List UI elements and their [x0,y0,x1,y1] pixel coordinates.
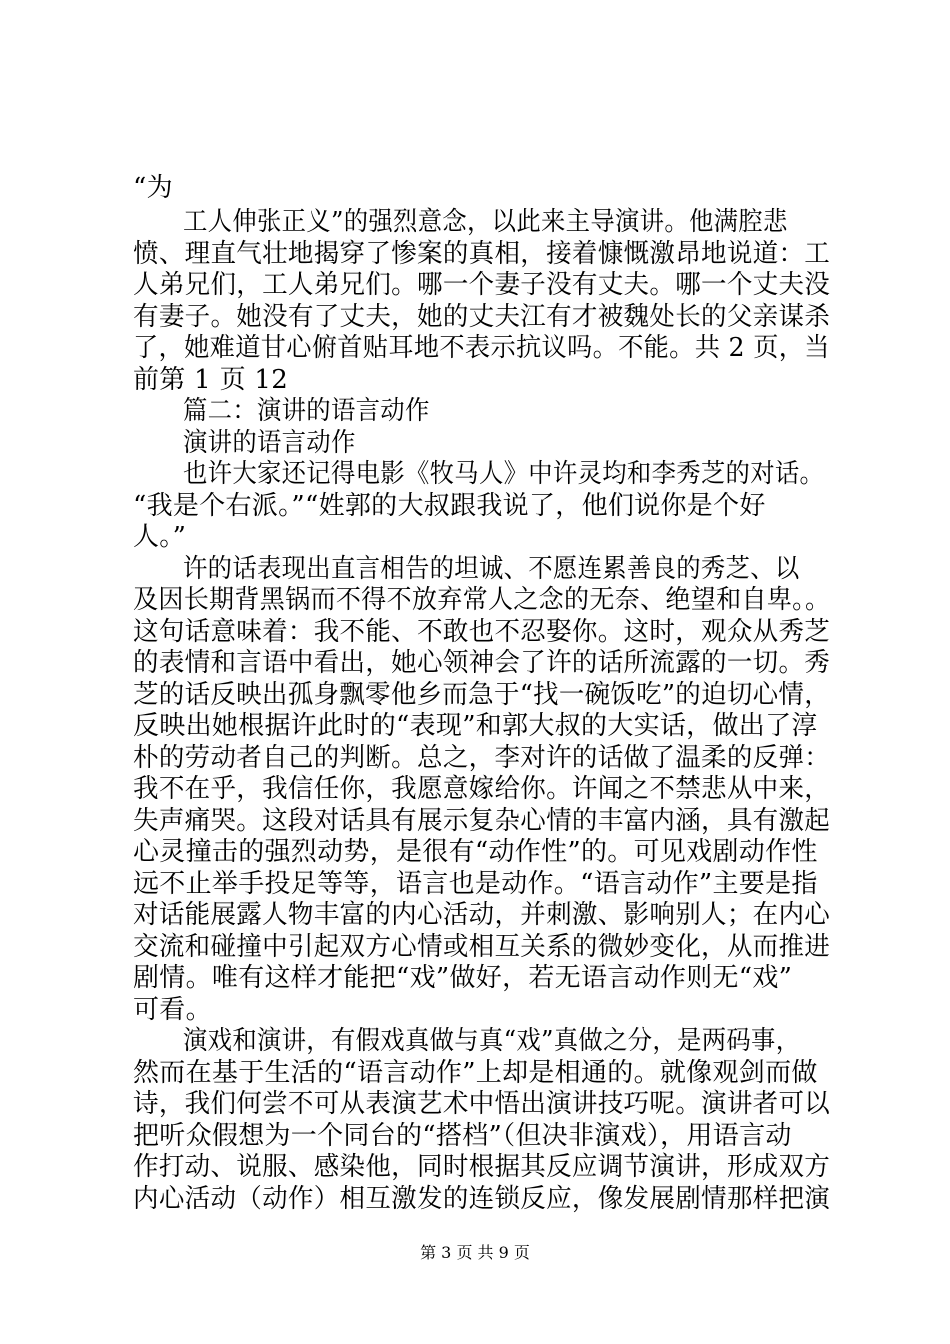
text-line: 有妻子。她没有了丈夫，她的丈夫江有才被魏处长的父亲谋杀 [133,302,831,332]
text-line: 的表情和言语中看出，她心领神会了许的话所流露的一切。秀 [133,648,831,678]
section-heading: 篇二：演讲的语言动作 [183,396,430,426]
text-line: 诗，我们何尝不可从表演艺术中悟出演讲技巧呢。演讲者可以 [133,1089,831,1119]
text-line: 把听众假想为一个同台的“搭档”（但决非演戏），用语言动 [133,1121,792,1151]
text-line: 内心活动（动作）相互激发的连锁反应，像发展剧情那样把演 [133,1184,831,1214]
text-line: 然而在基于生活的“语言动作”上却是相通的。就像观剑而做 [133,1058,818,1088]
page-footer: 第 3 页 共 9 页 [420,1243,530,1262]
text-line: 交流和碰撞中引起双方心情或相互关系的微妙变化，从而推进 [133,932,831,962]
text-line: 也许大家还记得电影《牧马人》中许灵均和李秀芝的对话。 [183,459,825,489]
text-line: 可看。 [133,995,212,1025]
text-line: 这句话意味着：我不能、不敢也不忍娶你。这时，观众从秀芝 [133,617,831,647]
text-line: 工人伸张正义”的强烈意念，以此来主导演讲。他满腔悲 [183,207,788,237]
article-title: 演讲的语言动作 [183,428,356,458]
text-line: 许的话表现出直言相告的坦诚、不愿连累善良的秀芝、以 [183,554,800,584]
text-line: 演戏和演讲，有假戏真做与真“戏”真做之分，是两码事， [183,1026,801,1056]
text-line: “为 [133,173,173,203]
text-line: 人。” [133,522,187,552]
text-line: 反映出她根据许此时的“表现”和郭大叔的大实话，做出了淳 [133,711,818,741]
text-line: 作打动、说服、感染他，同时根据其反应调节演讲，形成双方 [133,1152,831,1182]
text-line: “我是个右派。”“姓郭的大叔跟我说了，他们说你是个好 [133,491,766,521]
text-line: 人弟兄们，工人弟兄们。哪一个妻子没有丈夫。哪一个丈夫没 [133,270,831,300]
text-line: 芝的话反映出孤身飘零他乡而急于“找一碗饭吃”的迫切心情， [133,680,830,710]
text-line: 了，她难道甘心俯首贴耳地不表示抗议吗。不能。共 2 页，当 [133,333,830,363]
text-line: 朴的劳动者自己的判断。总之，李对许的话做了温柔的反弹： [133,743,831,773]
text-line: 剧情。唯有这样才能把“戏”做好，若无语言动作则无“戏” [133,963,793,993]
text-line: 对话能展露人物丰富的内心活动，并刺激、影响别人；在内心 [133,900,831,930]
text-line: 及因长期背黑锅而不得不放弃常人之念的无奈、绝望和自卑。。 [133,585,831,615]
text-line: 愤、理直气壮地揭穿了惨案的真相，接着慷慨激昂地说道：工 [133,239,831,269]
text-line: 失声痛哭。这段对话具有展示复杂心情的丰富内涵，具有激起 [133,806,831,836]
text-line: 远不止举手投足等等，语言也是动作。“语言动作”主要是指 [133,869,818,899]
text-line: 前第 1 页 12 [133,365,289,395]
text-line: 心灵撞击的强烈动势，是很有“动作性”的。可见戏剧动作性 [133,837,818,867]
text-line: 我不在乎，我信任你，我愿意嫁给你。许闻之不禁悲从中来， [133,774,831,804]
